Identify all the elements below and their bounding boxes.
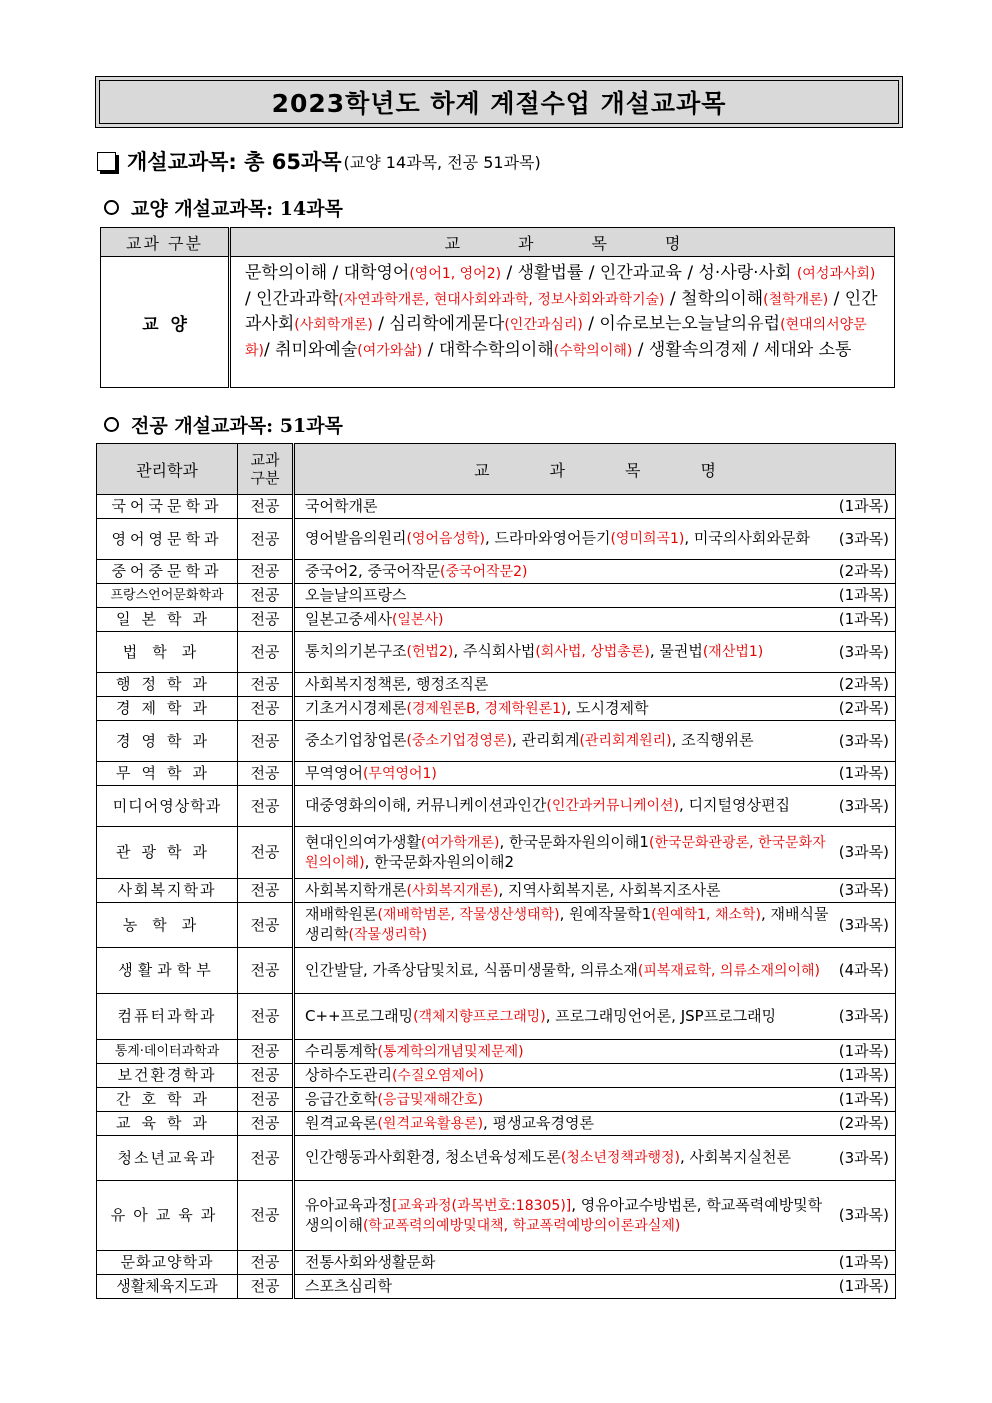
department-cell: 통계·데이터과학과 <box>97 1040 238 1064</box>
course-list <box>305 731 831 751</box>
category-cell: 전공 <box>238 584 294 608</box>
course-name: 일본고중세사 <box>305 609 392 628</box>
page-title: 2023학년도 하계 계절수업 개설교과목 <box>95 76 903 128</box>
course-name: 수리통계학 <box>305 1041 378 1060</box>
course-list <box>305 699 831 719</box>
department-cell: 법학과 <box>97 632 238 673</box>
course-count: (1과목) <box>838 1090 889 1108</box>
course-name: 상하수도관리 <box>305 1065 392 1084</box>
category-cell: 전공 <box>238 1040 294 1064</box>
course-name: 영어발음의원리 <box>305 529 407 547</box>
course-list <box>305 586 831 605</box>
courses-row <box>305 1253 889 1272</box>
former-course-name: [교육과정(과목번호:18305)] <box>391 1197 572 1214</box>
former-course-name: (영어1, 영어2) <box>409 266 502 282</box>
course-list <box>305 1148 831 1168</box>
courses-cell <box>294 786 896 827</box>
table-row <box>97 903 896 948</box>
former-course-name: (헌법2) <box>406 644 454 660</box>
category-cell: 전공 <box>238 560 294 584</box>
former-course-name: (현대의서양문화) <box>245 317 867 359</box>
table-row <box>97 1064 896 1088</box>
courses-row <box>305 562 889 582</box>
course-name: 오늘날의프랑스 <box>305 586 407 604</box>
course-count: (1과목) <box>838 586 889 604</box>
courses-row <box>305 699 889 719</box>
courses-cell <box>294 827 896 879</box>
category-cell: 전공 <box>238 1251 294 1275</box>
courses-row <box>305 796 889 816</box>
courses-cell <box>294 560 896 584</box>
course-count: (1과목) <box>838 1042 889 1060</box>
course-name: 재배학원론 <box>305 905 378 923</box>
category-cell: 전공 <box>238 1136 294 1181</box>
former-course-name: (영미희곡1) <box>610 531 685 547</box>
summary-main: 개설교과목: 총 65과목 <box>127 150 342 174</box>
former-course-name: (중소기업경영론) <box>406 733 513 749</box>
circle-bullet-icon <box>104 417 119 432</box>
course-count: (4과목) <box>838 961 889 979</box>
table-row <box>97 697 896 721</box>
course-list <box>305 905 831 945</box>
course-name: 전통사회와생활문화 <box>305 1253 436 1271</box>
course-name: 원격교육론 <box>305 1113 378 1132</box>
courses-row <box>305 1114 889 1134</box>
category-cell: 전공 <box>238 519 294 560</box>
course-name: / 인간과과학 <box>245 288 339 309</box>
department-cell: 컴퓨터과학과 <box>97 994 238 1040</box>
department-cell: 문화교양학과 <box>97 1251 238 1275</box>
major-header-category-text <box>251 451 280 487</box>
course-count: (3과목) <box>838 843 889 861</box>
course-name: 무역영어 <box>305 763 363 782</box>
course-list <box>305 1007 831 1027</box>
former-course-name: (관리회계원리) <box>579 733 672 749</box>
general-header-category: 교과 구분 <box>101 228 230 257</box>
department-cell: 농학과 <box>97 903 238 948</box>
general-course-list <box>245 263 878 360</box>
courses-cell <box>294 721 896 762</box>
courses-cell <box>294 1112 896 1136</box>
department-cell: 일본학과 <box>97 608 238 632</box>
department-cell: 행정학과 <box>97 673 238 697</box>
course-name: 대중영화의이해, 커뮤니케이션과인간 <box>305 796 547 814</box>
former-course-name: (객체지향프로그래밍) <box>413 1008 546 1025</box>
courses-row <box>305 1148 889 1168</box>
course-list <box>305 796 831 816</box>
major-heading-text: 전공 개설교과목: 51과목 <box>131 414 343 437</box>
department-cell: 교육학과 <box>97 1112 238 1136</box>
general-heading-text: 교양 개설교과목: 14과목 <box>131 197 343 220</box>
table-row <box>97 1181 896 1251</box>
circle-bullet-icon <box>104 200 119 215</box>
course-name: 사회복지학개론 <box>305 880 407 899</box>
course-count: (3과목) <box>838 529 889 548</box>
general-courses-cell <box>230 257 895 388</box>
course-list <box>305 764 831 784</box>
course-count: (2과목) <box>838 675 889 693</box>
table-row <box>97 560 896 584</box>
course-name: 국어학개론 <box>305 497 378 515</box>
courses-cell <box>294 495 896 519</box>
department-cell: 유아교육과 <box>97 1181 238 1251</box>
courses-cell <box>294 1136 896 1181</box>
course-list <box>305 562 831 582</box>
category-cell: 전공 <box>238 1064 294 1088</box>
table-row <box>97 673 896 697</box>
former-course-name: (일본사) <box>391 611 444 628</box>
course-name: , 재배식물생리학 <box>305 905 829 943</box>
courses-row <box>305 497 889 516</box>
summary-heading <box>97 146 541 176</box>
table-row <box>97 786 896 827</box>
course-count: (3과목) <box>838 881 889 899</box>
table-row <box>97 1275 896 1299</box>
category-cell: 전공 <box>238 1275 294 1299</box>
course-name: C++프로그래밍 <box>305 1006 414 1025</box>
category-cell: 전공 <box>238 786 294 827</box>
former-course-name: (재산법1) <box>702 644 764 660</box>
table-row <box>97 584 896 608</box>
course-name: , 물권법 <box>649 642 703 660</box>
course-count: (3과목) <box>838 1148 889 1167</box>
course-count: (1과목) <box>838 497 889 515</box>
courses-cell <box>294 673 896 697</box>
category-cell: 전공 <box>238 495 294 519</box>
department-cell: 영어영문학과 <box>97 519 238 560</box>
category-cell: 전공 <box>238 994 294 1040</box>
course-list <box>305 1042 831 1062</box>
former-course-name: (피복재료학, 의류소재의이해) <box>637 962 821 979</box>
category-cell: 전공 <box>238 879 294 903</box>
course-name: , 원예작물학1 <box>559 905 652 923</box>
department-cell: 경영학과 <box>97 721 238 762</box>
course-list <box>305 1114 831 1134</box>
courses-row <box>305 833 889 873</box>
department-cell: 생활체육지도과 <box>97 1275 238 1299</box>
former-course-name: (영어음성학) <box>406 531 485 547</box>
course-count: (1과목) <box>838 1277 889 1295</box>
course-name: , 미국의사회와문화 <box>684 529 810 547</box>
former-course-name: (사회복지개론) <box>406 882 499 899</box>
course-list <box>305 1196 831 1236</box>
table-row <box>97 994 896 1040</box>
course-name: 문학의이해 / 대학영어 <box>245 263 410 283</box>
course-name: , 디지털영상편집 <box>679 796 790 814</box>
course-name: 유아교육과정 <box>305 1195 392 1214</box>
course-name: 인간발달, 가족상담및치료, 식품미생물학, 의류소재 <box>305 960 638 979</box>
courses-cell <box>294 879 896 903</box>
summary-sub: (교양 14과목, 전공 51과목) <box>343 152 541 172</box>
table-row <box>97 879 896 903</box>
course-name: 현대인의여가생활 <box>305 832 421 851</box>
former-course-name: (수학의이해) <box>553 342 633 359</box>
course-list <box>305 642 831 662</box>
department-cell: 경제학과 <box>97 697 238 721</box>
course-count: (3과목) <box>838 1007 889 1025</box>
category-cell: 전공 <box>238 608 294 632</box>
former-course-name: (통계학의개념및제문제) <box>377 1043 524 1060</box>
former-course-name: (응급및재해간호) <box>377 1091 484 1108</box>
courses-row <box>305 961 889 981</box>
department-cell: 사회복지학과 <box>97 879 238 903</box>
category-cell: 전공 <box>238 1112 294 1136</box>
course-list <box>305 881 831 901</box>
course-name: , 영유아교수방법론, 학교폭력예방및학생의이해 <box>305 1195 823 1234</box>
courses-cell <box>294 697 896 721</box>
former-course-name: (자연과학개론, 현대사회와과학, 정보사회와과학기술) <box>338 291 665 308</box>
courses-row <box>305 610 889 630</box>
course-count: (2과목) <box>838 1114 889 1132</box>
courses-cell <box>294 948 896 994</box>
courses-cell <box>294 1251 896 1275</box>
header-line: 교과 <box>250 451 280 469</box>
courses-row <box>305 905 889 945</box>
course-name: 응급간호학 <box>305 1089 378 1108</box>
category-cell: 전공 <box>238 721 294 762</box>
course-name: 기초거시경제론 <box>305 698 407 717</box>
department-cell: 프랑스언어문화학과 <box>97 584 238 608</box>
course-name: 인간행동과사회환경, 청소년육성제도론 <box>305 1148 561 1166</box>
course-name: 스포츠심리학 <box>305 1277 392 1295</box>
course-name: / 대학수학의이해 <box>422 339 554 360</box>
header-line: 구분 <box>250 469 280 487</box>
category-cell: 전공 <box>238 697 294 721</box>
department-cell: 무역학과 <box>97 762 238 786</box>
courses-cell <box>294 584 896 608</box>
course-count: (3과목) <box>838 915 889 934</box>
courses-cell <box>294 762 896 786</box>
course-name: 중소기업창업론 <box>305 731 407 749</box>
table-row <box>97 1040 896 1064</box>
courses-cell <box>294 1088 896 1112</box>
courses-row <box>305 529 889 549</box>
courses-cell <box>294 519 896 560</box>
course-list <box>305 1090 831 1110</box>
courses-row <box>305 586 889 605</box>
former-course-name: (회사법, 상법총론) <box>535 644 650 660</box>
courses-cell <box>294 994 896 1040</box>
category-cell: 전공 <box>238 1088 294 1112</box>
table-row <box>97 608 896 632</box>
former-course-name: (철학개론) <box>763 291 829 308</box>
course-count: (2과목) <box>838 699 889 717</box>
general-category-cell: 교양 <box>101 257 230 388</box>
courses-row <box>305 764 889 784</box>
course-list <box>305 529 831 549</box>
major-courses-table <box>96 443 896 1299</box>
table-row <box>97 1251 896 1275</box>
course-list <box>305 1253 831 1272</box>
checkbox-square-icon <box>97 152 116 171</box>
general-header-courses: 교과목명 <box>230 228 895 257</box>
course-name: , 관리회계 <box>512 731 580 749</box>
general-courses-table <box>100 227 895 388</box>
table-row <box>97 762 896 786</box>
course-name: , 평생교육경영론 <box>483 1113 595 1132</box>
course-list <box>305 1277 831 1296</box>
courses-row <box>305 881 889 901</box>
former-course-name: (청소년정책과행정) <box>560 1150 680 1166</box>
courses-row <box>305 1090 889 1110</box>
course-name: , 한국문화자원의이해2 <box>364 852 515 871</box>
course-count: (2과목) <box>838 562 889 580</box>
category-cell: 전공 <box>238 903 294 948</box>
course-name: / 심리학에게묻다 <box>372 314 505 334</box>
courses-cell <box>294 608 896 632</box>
course-name: / 생활법률 / 인간과교육 / 성·사랑·사회 <box>501 263 797 283</box>
course-name: , 도시경제학 <box>566 698 649 717</box>
course-list <box>305 961 831 981</box>
course-name: 중국어2, 중국어작문 <box>305 561 441 580</box>
course-list <box>305 675 831 694</box>
courses-row <box>305 642 889 662</box>
courses-row <box>305 731 889 751</box>
course-name: , 프로그래밍언어론, JSP프로그래밍 <box>545 1006 777 1025</box>
former-course-name: (인간과커뮤니케이션) <box>546 798 680 814</box>
courses-cell <box>294 632 896 673</box>
course-name: , 드라마와영어듣기 <box>484 529 611 547</box>
courses-cell <box>294 1040 896 1064</box>
department-cell: 국어국문학과 <box>97 495 238 519</box>
category-cell: 전공 <box>238 762 294 786</box>
former-course-name: (한국문화관광론, 한국문화자원의이해) <box>305 834 826 871</box>
table-row <box>97 1088 896 1112</box>
general-section-heading <box>104 194 343 220</box>
former-course-name: (여성과사회) <box>796 266 876 282</box>
courses-cell <box>294 1181 896 1251</box>
course-name: , 조직행위론 <box>671 731 754 749</box>
table-row <box>97 495 896 519</box>
former-course-name: (원격교육활용론) <box>377 1115 484 1132</box>
course-count: (1과목) <box>838 764 889 782</box>
former-course-name: (학교폭력의예방및대책, 학교폭력예방의이론과실제) <box>362 1217 681 1234</box>
major-header-department: 관리학과 <box>97 444 238 495</box>
former-course-name: (수질오염제어) <box>391 1067 485 1084</box>
department-cell: 관광학과 <box>97 827 238 879</box>
course-name: / 철학의이해 <box>664 288 764 309</box>
course-count: (3과목) <box>838 796 889 815</box>
category-cell: 전공 <box>238 1181 294 1251</box>
course-count: (3과목) <box>838 731 889 750</box>
course-count: (1과목) <box>838 610 889 628</box>
courses-row <box>305 1042 889 1062</box>
courses-cell <box>294 903 896 948</box>
category-cell: 전공 <box>238 827 294 879</box>
course-count: (1과목) <box>838 1253 889 1271</box>
courses-row <box>305 675 889 694</box>
former-course-name: (여가와삶) <box>357 342 423 359</box>
table-row <box>97 721 896 762</box>
course-list <box>305 1066 831 1086</box>
course-name: / 인간과사회 <box>245 288 878 334</box>
department-cell: 청소년교육과 <box>97 1136 238 1181</box>
department-cell: 미디어영상학과 <box>97 786 238 827</box>
table-row <box>97 948 896 994</box>
course-count: (3과목) <box>838 642 889 661</box>
table-row <box>97 827 896 879</box>
major-section-heading <box>104 411 343 437</box>
category-cell: 전공 <box>238 632 294 673</box>
courses-row <box>305 1277 889 1296</box>
department-cell: 중어중문학과 <box>97 560 238 584</box>
former-course-name: (무역영어1) <box>362 765 437 782</box>
course-name: 통치의기본구조 <box>305 642 407 660</box>
former-course-name: (중국어작문2) <box>440 563 528 580</box>
course-name: , 지역사회복지론, 사회복지조사론 <box>498 880 721 899</box>
category-cell: 전공 <box>238 948 294 994</box>
former-course-name: (재배학범론, 작물생산생태학) <box>377 907 560 923</box>
table-row <box>97 1136 896 1181</box>
course-name: , 주식회사법 <box>453 642 536 660</box>
course-list <box>305 610 831 630</box>
department-cell: 생활과학부 <box>97 948 238 994</box>
major-header-category <box>238 444 294 495</box>
course-list <box>305 833 831 873</box>
major-header-courses: 교과목명 <box>294 444 896 495</box>
course-name: / 생활속의경제 / 세대와 소통 <box>632 339 852 360</box>
course-name: , 한국문화자원의이해1 <box>499 832 649 851</box>
course-name: 사회복지정책론, 행정조직론 <box>305 675 489 693</box>
department-cell: 간호학과 <box>97 1088 238 1112</box>
table-row <box>97 632 896 673</box>
category-cell: 전공 <box>238 673 294 697</box>
department-cell: 보건환경학과 <box>97 1064 238 1088</box>
courses-row <box>305 1066 889 1086</box>
course-name: / 취미와예술 <box>264 339 358 360</box>
table-row <box>97 519 896 560</box>
courses-cell <box>294 1275 896 1299</box>
courses-row <box>305 1007 889 1027</box>
former-course-name: (원예학1, 채소학) <box>651 907 761 923</box>
course-count: (1과목) <box>838 1066 889 1084</box>
courses-row <box>305 1196 889 1236</box>
courses-cell <box>294 1064 896 1088</box>
course-name: , 사회복지실천론 <box>680 1148 791 1166</box>
table-row <box>97 1112 896 1136</box>
former-course-name: (작물생리학) <box>348 927 428 943</box>
course-count: (3과목) <box>838 1206 889 1224</box>
course-name: / 이슈로보는오늘날의유럽 <box>582 314 781 334</box>
former-course-name: (사회학개론) <box>294 317 373 333</box>
former-course-name: (인간과심리) <box>504 317 583 333</box>
course-list <box>305 497 831 516</box>
former-course-name: (경제원론B, 경제학원론1) <box>406 700 567 717</box>
former-course-name: (여가학개론) <box>420 834 500 851</box>
